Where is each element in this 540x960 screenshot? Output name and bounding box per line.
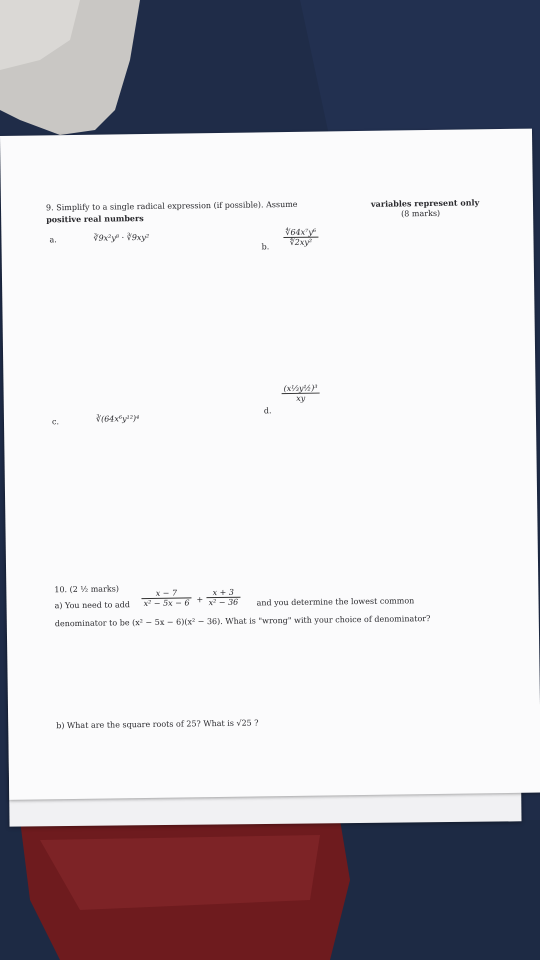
q9-part-c-expr: ∛(64x⁶y¹²)⁴: [95, 414, 140, 424]
q9-part-b-numerator: ∜64x⁷y⁶: [283, 228, 318, 238]
q10-fraction-2-numerator: x + 3: [206, 588, 240, 598]
worksheet-page: [0, 129, 540, 800]
q9-part-c-label: c.: [51, 417, 60, 427]
q10-fraction-1-denominator: x² − 5x − 6: [143, 598, 190, 609]
q9-part-b-label: b.: [261, 242, 270, 252]
q10-b: b) What are the square roots of 25? What is √25 ?: [56, 718, 259, 731]
q10-fraction-2: [206, 588, 240, 607]
q10-a-line2: denominator to be (x² − 5x − 6)(x² − 36). What is "wrong" with your choice of denominator?: [54, 614, 431, 629]
q9-part-d-label: d.: [263, 406, 272, 416]
q9-part-d-fraction: [281, 384, 319, 404]
q10-plus-sign: +: [196, 595, 204, 605]
q9-part-b-denominator: ∜2xy²: [289, 237, 313, 247]
q9-bold-prompt: variables represent only: [370, 197, 480, 209]
q10-header: 10. (2 ½ marks): [54, 584, 119, 595]
q10-a-suffix: and you determine the lowest common: [256, 596, 415, 608]
q10-a-prefix: a) You need to add: [54, 600, 131, 611]
q9-prompt: 9. Simplify to a single radical expression (if possible). Assume: [45, 199, 298, 213]
q9-part-d-denominator: xy: [296, 393, 306, 403]
q10-fraction-2-denominator: x² − 36: [208, 597, 239, 608]
q9-part-b-fraction: [283, 228, 318, 247]
q10-fraction-1: [141, 588, 191, 608]
q9-part-d-numerator: (x⅓y½)³: [281, 384, 319, 395]
q10-fraction-1-numerator: x − 7: [141, 588, 191, 599]
q9-part-a-label: a.: [49, 235, 57, 245]
q9-part-a-expr: ∛9x²y⁸ · ∛9xy²: [93, 232, 150, 243]
q9-bold-line2: positive real numbers: [46, 213, 144, 225]
q9-marks: (8 marks): [401, 208, 441, 219]
